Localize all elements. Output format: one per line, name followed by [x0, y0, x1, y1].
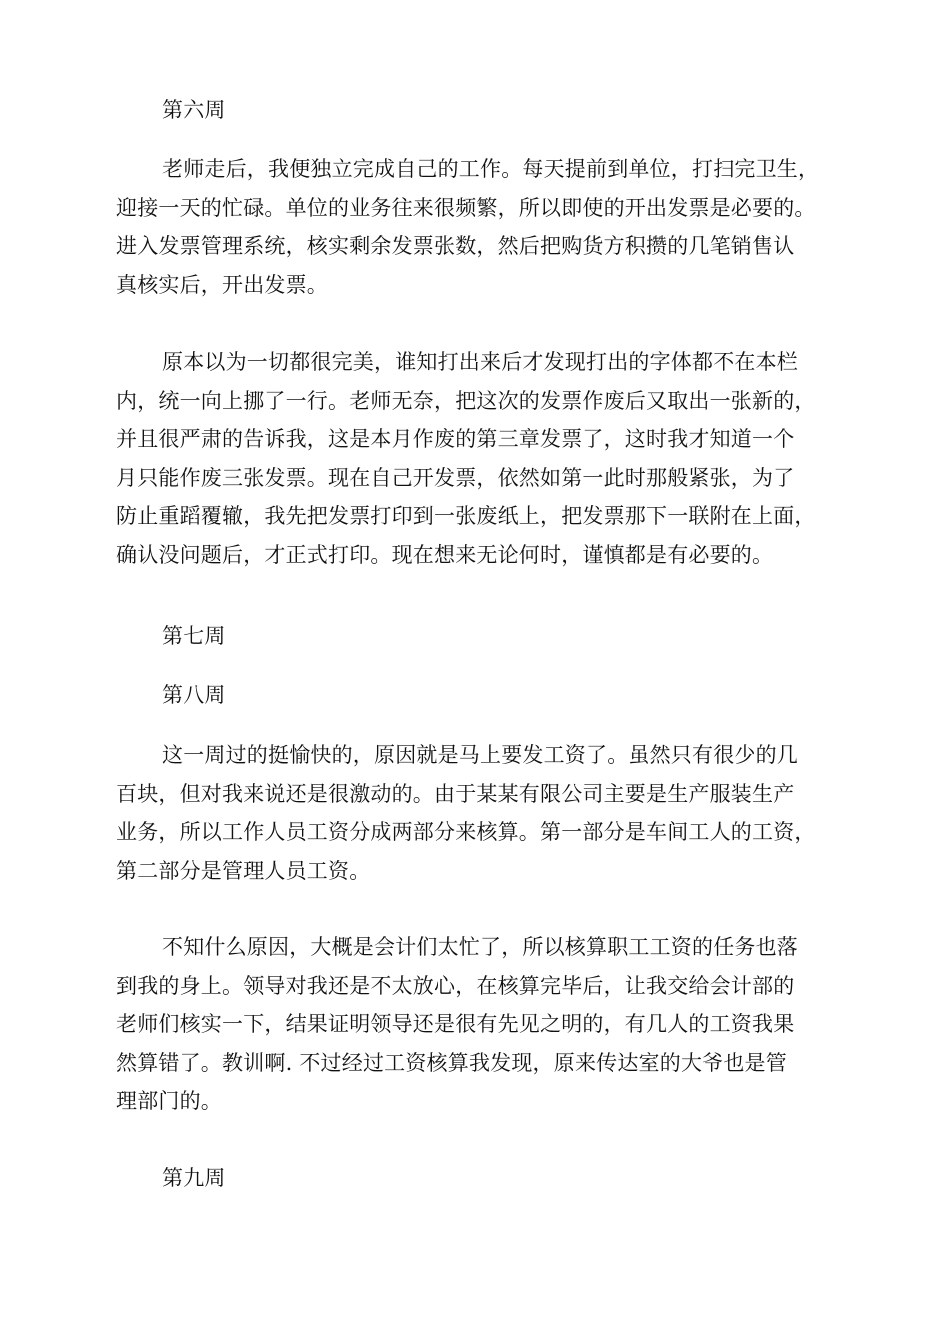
text-line: 进入发票管理系统，核实剩余发票张数，然后把购货方积攒的几笔销售认: [116, 234, 795, 258]
section-heading-week6: 第六周: [162, 98, 226, 122]
text-line: 老师们核实一下，结果证明领导还是很有先见之明的，有几人的工资我果: [116, 1012, 795, 1036]
section-heading-week7: 第七周: [162, 624, 226, 648]
text-line: 防止重蹈覆辙，我先把发票打印到一张废纸上，把发票那下一联附在上面，: [116, 504, 816, 528]
text-line: 月只能作废三张发票。现在自己开发票，依然如第一此时那般紧张，为了: [116, 465, 795, 490]
text-line: 老师走后，我便独立完成自己的工作。每天提前到单位，打扫完卫生，: [162, 157, 820, 181]
text-line: 百块，但对我来说还是很激动的。由于某某有限公司主要是生产服装生产: [116, 781, 795, 806]
section-heading-week8: 第八周: [162, 683, 226, 707]
text-line: 理部门的。: [116, 1089, 222, 1113]
text-line: 到我的身上。领导对我还是不太放心，在核算完毕后，让我交给会计部的: [116, 973, 795, 998]
paragraph-week8-1: [116, 736, 838, 890]
text-line: 确认没问题后，才正式打印。现在想来无论何时，谨慎都是有必要的。: [116, 542, 774, 567]
text-line: 不知什么原因，大概是会计们太忙了，所以核算职工工资的任务也落: [162, 935, 798, 959]
text-line: 业务，所以工作人员工资分成两部分来核算。第一部分是车间工人的工资，: [116, 820, 816, 844]
paragraph-week6-2: [116, 343, 838, 574]
text-line: 这一周过的挺愉快的，原因就是马上要发工资了。虽然只有很少的几: [162, 743, 798, 767]
text-line: 第二部分是管理人员工资。: [116, 858, 371, 883]
paragraph-week8-2: [116, 928, 838, 1121]
text-line: 真核实后，开出发票。: [116, 272, 328, 297]
text-line: 迎接一天的忙碌。单位的业务往来很频繁，所以即使的开出发票是必要的。: [116, 195, 816, 220]
text-line: 然算错了。教训啊. 不过经过工资核算我发现，原来传达室的大爷也是管: [116, 1050, 787, 1075]
text-line: 原本以为一切都很完美，谁知打出来后才发现打出的字体都不在本栏: [162, 350, 798, 374]
text-line: 内，统一向上挪了一行。老师无奈，把这次的发票作废后又取出一张新的，: [116, 388, 816, 413]
paragraph-week6-1: [116, 150, 838, 304]
section-heading-week9: 第九周: [162, 1166, 226, 1190]
text-line: 并且很严肃的告诉我，这是本月作废的第三章发票了，这时我才知道一个: [116, 427, 795, 451]
